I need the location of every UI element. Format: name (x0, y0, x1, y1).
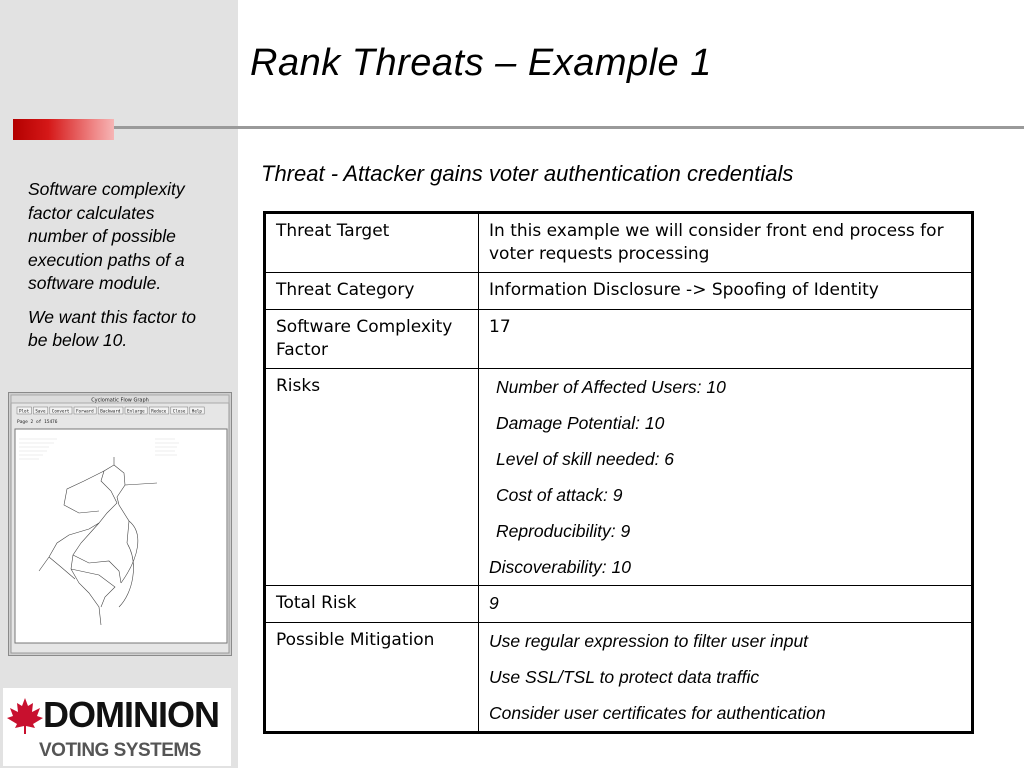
mitigation-item: Use SSL/TSL to protect data traffic (489, 667, 760, 687)
dominion-logo (3, 688, 231, 766)
table-row (265, 369, 973, 586)
slide-title: Rank Threats – Example 1 (250, 42, 712, 84)
risk-item: Level of skill needed: 6 (496, 449, 675, 469)
row-label-risks: Risks (265, 369, 479, 586)
accent-bar (13, 119, 114, 140)
side-note: We want this factor to be below 10. (28, 306, 196, 350)
table-row (265, 586, 973, 623)
maple-leaf-icon (5, 696, 45, 736)
risk-item: Reproducibility: 9 (496, 521, 631, 541)
logo-wordmark: DOMINION (43, 694, 219, 735)
row-label-software-complexity: Software Complexity Factor (265, 310, 479, 369)
flow-graph-image (9, 393, 231, 655)
risk-item: Number of Affected Users: 10 (496, 377, 726, 397)
side-note: Software complexity factor calculates number of possible execution paths of a software module. (28, 179, 185, 293)
graph-button-label: Reduce (151, 408, 167, 414)
graph-button-label: Close (172, 408, 186, 414)
graph-button-label: Backward (100, 408, 121, 414)
mitigation-item: Use regular expression to filter user input (489, 631, 809, 651)
table-row (265, 213, 973, 273)
graph-window-title: Cyclomatic Flow Graph (91, 397, 149, 404)
risk-item: Damage Potential: 10 (496, 413, 665, 433)
risk-item: Discoverability: 10 (489, 557, 631, 577)
graph-button-label: Plot (19, 408, 30, 414)
graph-button-label: Forward (76, 408, 94, 414)
total-risk-value: 9 (489, 593, 499, 613)
graph-page-label: Page 2 of 154 (17, 420, 53, 425)
flow-graph-screenshot (8, 392, 232, 656)
graph-button-label: Save (35, 408, 46, 414)
graph-button-label: Help (191, 408, 202, 414)
title-divider (114, 126, 1024, 129)
row-value-software-complexity: 17 (479, 310, 973, 369)
row-value-threat-category: Information Disclosure -> Spoofing of Identity (479, 273, 973, 310)
graph-button-label: Convert (51, 408, 70, 414)
row-label-total-risk: Total Risk (265, 586, 479, 623)
row-value-mitigation (479, 623, 973, 733)
mitigation-item: Consider user certificates for authentication (489, 703, 826, 723)
row-value-threat-target: In this example we will consider front end process for voter requests processing (479, 213, 973, 273)
table-row (265, 623, 973, 733)
threat-subtitle: Threat - Attacker gains voter authentication credentials (261, 161, 794, 186)
table-row (265, 273, 973, 310)
graph-button-label: Enlarge (127, 408, 145, 414)
row-label-mitigation: Possible Mitigation (265, 623, 479, 733)
row-label-threat-category: Threat Category (265, 273, 479, 310)
row-label-threat-target: Threat Target (265, 213, 479, 273)
risk-item: Cost of attack: 9 (496, 485, 623, 505)
threat-ranking-table (263, 211, 974, 734)
table-row (265, 310, 973, 369)
row-value-risks (479, 369, 973, 586)
row-value-total-risk (479, 586, 973, 623)
side-notes (28, 178, 213, 363)
logo-tagline: VOTING SYSTEMS (39, 740, 201, 761)
graph-page-field: 76 (52, 420, 58, 425)
